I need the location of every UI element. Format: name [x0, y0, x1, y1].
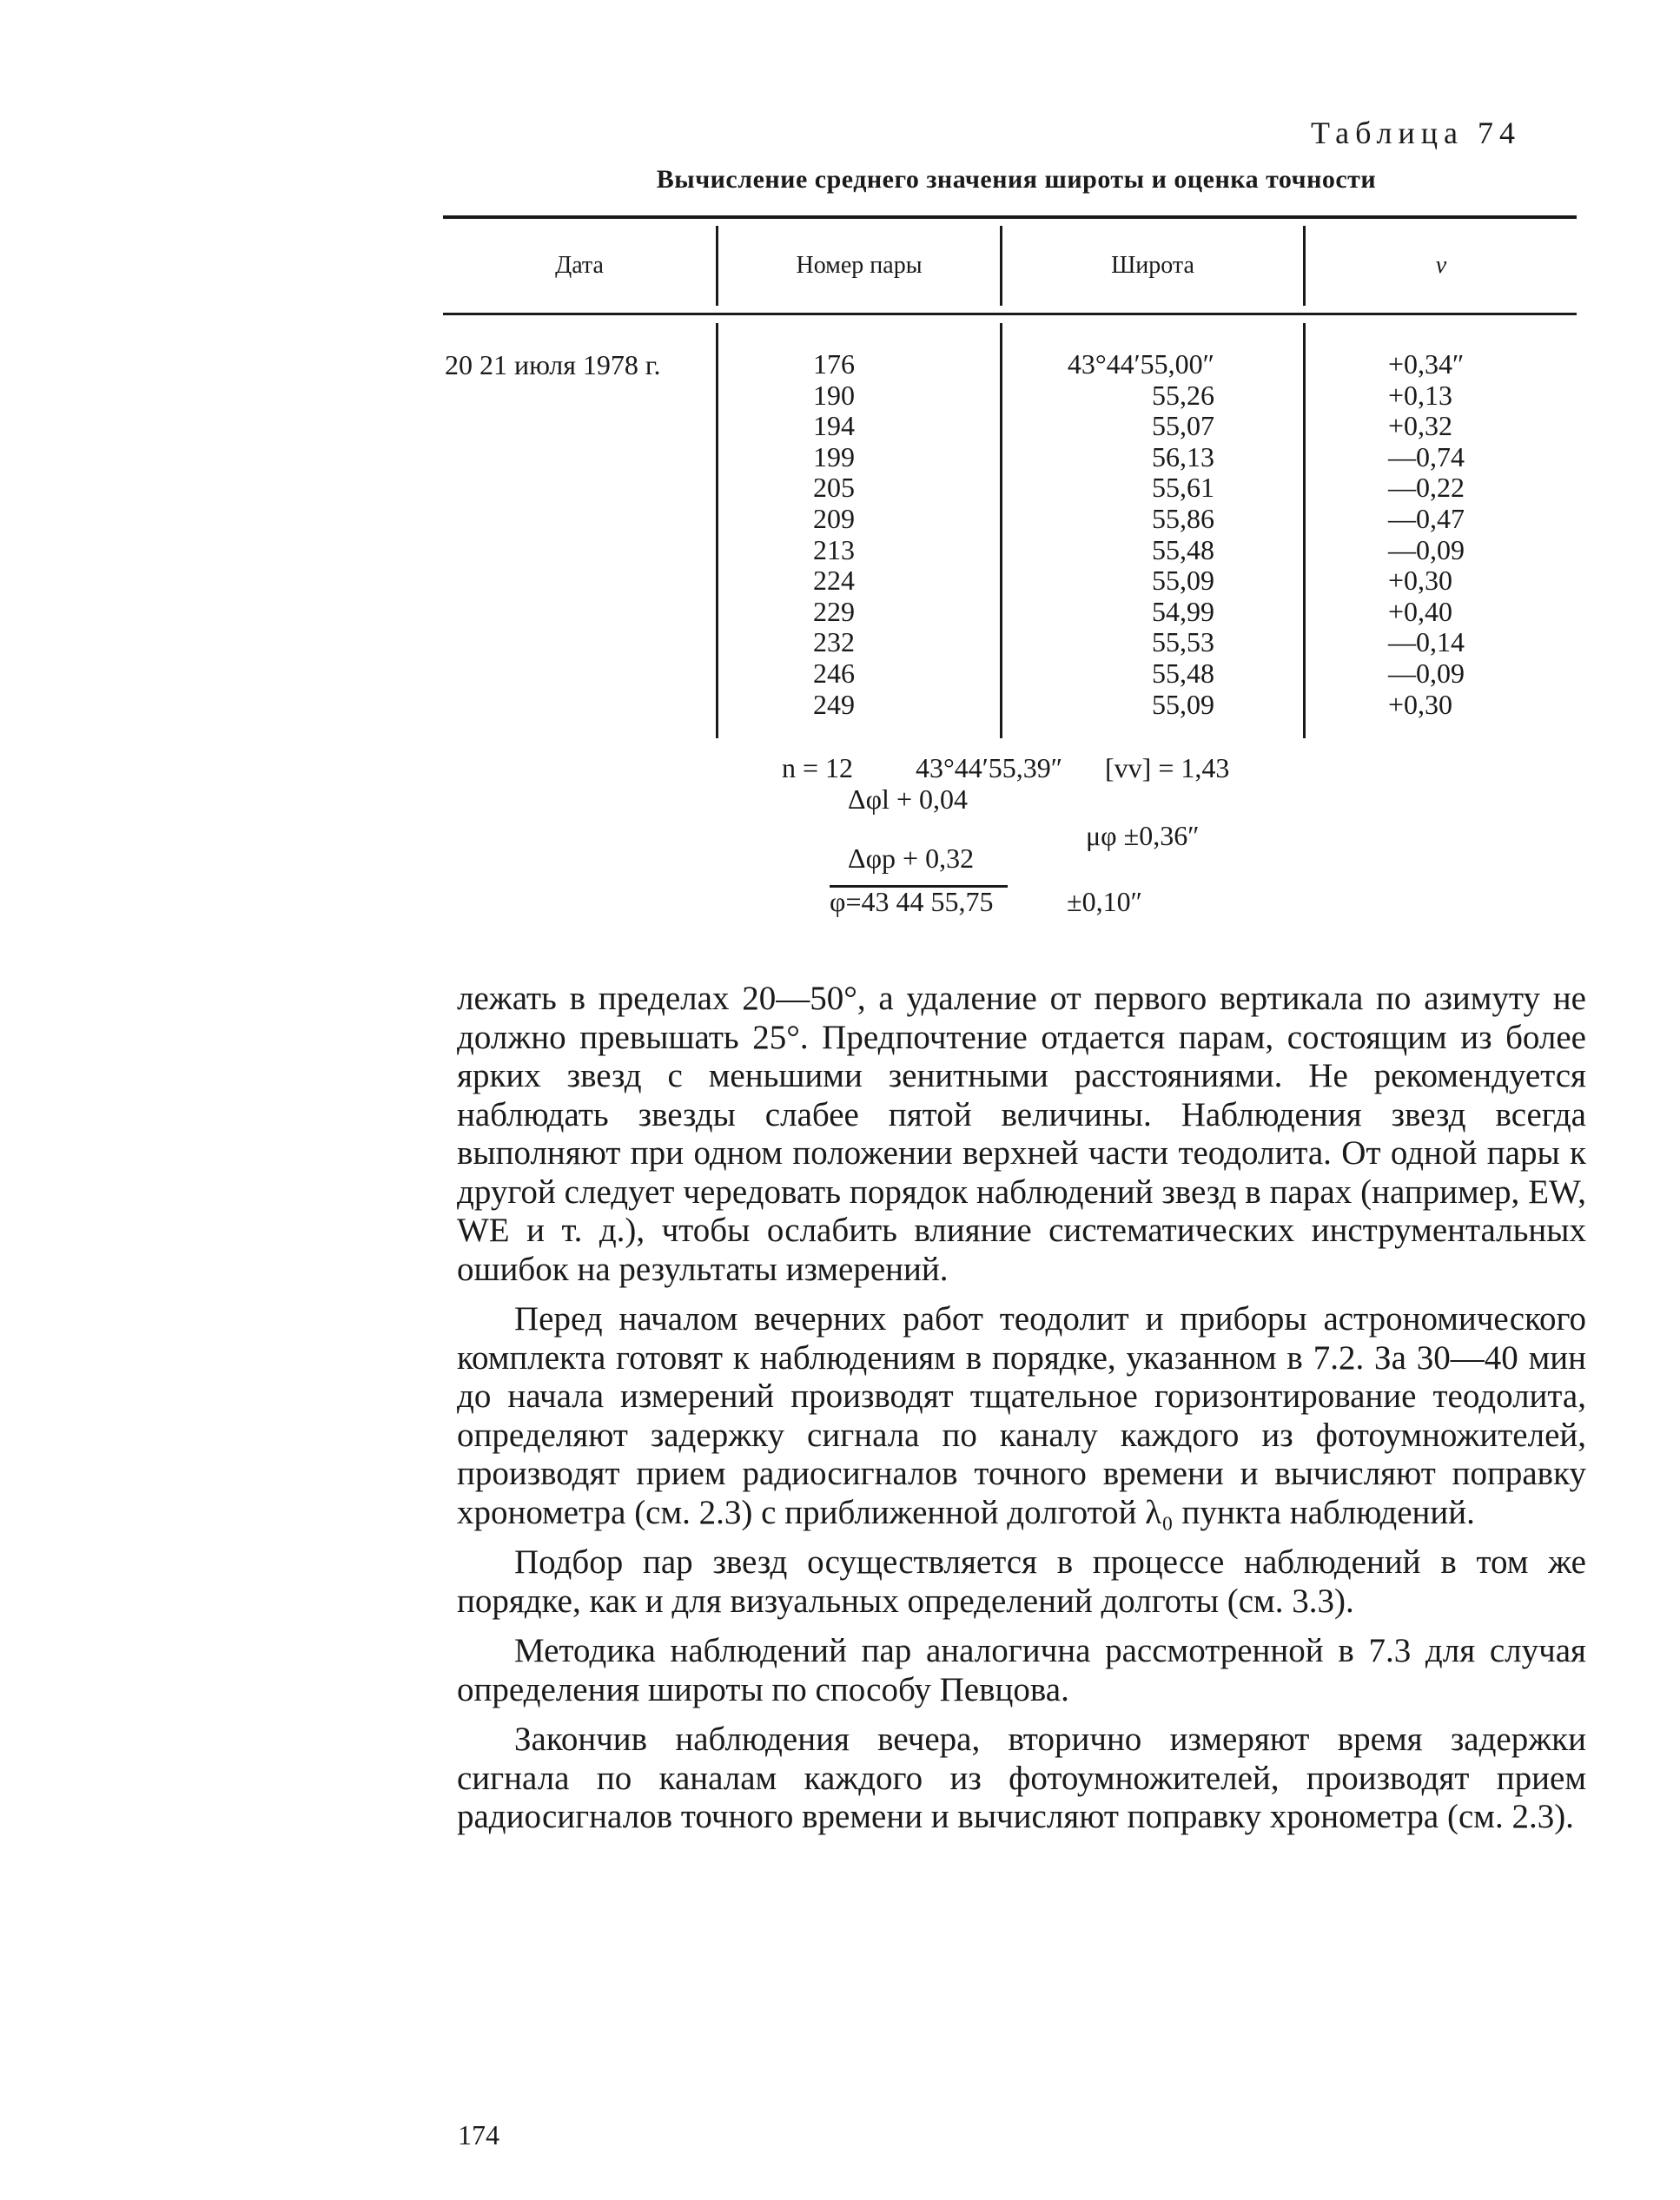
- header-latitude: Широта: [1111, 252, 1194, 279]
- column-separator: [716, 323, 718, 738]
- v-cell: +0,13: [1388, 379, 1453, 411]
- latitude-cell: 43°44′55,00″: [1067, 348, 1214, 380]
- table-number: Таблица 74: [1311, 116, 1521, 150]
- body-text: [457, 980, 1586, 1848]
- pair-number-column: [782, 349, 886, 720]
- header-pair-number: Номер пары: [796, 252, 923, 279]
- paragraph: Закончив наблюдения вечера, вторично измеряют время задержки сигнала по каналам каждого из фотоумножителей, производят прием радиосигналов точного времени и вычисляют поправку хронометра (см. 2.3).: [457, 1721, 1586, 1835]
- v-cell: +0,40: [1388, 595, 1453, 627]
- paragraph: Перед началом вечерних работ теодолит и приборы астрономического комплекта готовят к наблюдениям в порядке, указанном в 7.2. За 30—40 мин до начала измерений производят тщательное горизонтирование теодолита, определяют задержку сигнала по каналу каждого из фотоумножителей, производят прием радиосигналов точного времени и вычисляют поправку хронометра (см. 2.3) с приближенной долготой λ₀ пункта наблюдений.: [457, 1300, 1586, 1531]
- summary-mu-phi: μφ ±0,36″: [1086, 820, 1200, 851]
- latitude-cell: 54,99: [1152, 595, 1214, 627]
- latitude-cell: 56,13: [1152, 440, 1214, 472]
- pair-number-cell: 246: [813, 657, 855, 689]
- pair-number-cell: 205: [813, 472, 855, 504]
- column-separator: [1303, 323, 1306, 738]
- pair-number-cell: 229: [813, 595, 855, 627]
- v-column: [1388, 349, 1510, 720]
- paragraph: лежать в пределах 20—50°, а удаление от первого вертикала по азимуту не должно превышать 25°. Предпочтение отдается парам, состоящим из более ярких звезд с меньшими зенитными расстояниями. Не рекомендуется наблюдать звезды слабее пятой величины. Наблюдения звезд всегда выполняют при одном положении верхней части теодолита. От одной пары к другой следует чередовать порядок наблюдений звезд в парах (например, EW, WE и т. д.), чтобы ослабить влияние систематических инструментальных ошибок на результаты измерений.: [457, 980, 1586, 1288]
- pair-number-cell: 249: [813, 688, 855, 720]
- v-cell: +0,30: [1388, 688, 1453, 720]
- pair-number-cell: 194: [813, 410, 855, 442]
- paragraph: Подбор пар звезд осуществляется в процессе наблюдений в том же порядке, как и для визуальных определений долготы (см. 3.3).: [457, 1543, 1586, 1620]
- summary-phi: φ=43 44 55,75: [830, 886, 994, 917]
- latitude-cell: 55,07: [1152, 410, 1214, 442]
- paragraph: Методика наблюдений пар аналогична рассмотренной в 7.3 для случая определения широты по способу Певцова.: [457, 1632, 1586, 1708]
- pair-number-cell: 190: [813, 379, 855, 411]
- date-cell: 20 21 июля 1978 г.: [445, 349, 661, 380]
- pair-number-cell: 224: [813, 565, 855, 597]
- summary-mean-latitude: 43°44′55,39″: [916, 752, 1063, 783]
- column-separator: [1000, 323, 1002, 738]
- v-cell: —0,22: [1388, 472, 1465, 504]
- table-header-rule: [443, 313, 1577, 315]
- pair-number-cell: 209: [813, 502, 855, 534]
- pair-number-cell: 213: [813, 533, 855, 565]
- summary-vv: [vv] = 1,43: [1105, 752, 1230, 783]
- latitude-cell: 55,48: [1152, 657, 1214, 689]
- v-cell: +0,30: [1388, 565, 1453, 597]
- v-cell: —0,09: [1388, 657, 1465, 689]
- summary-phi-error: ±0,10″: [1067, 886, 1142, 917]
- pair-number-cell: 176: [813, 348, 855, 380]
- table-top-rule: [443, 215, 1577, 219]
- v-cell: —0,47: [1388, 502, 1465, 534]
- latitude-cell: 55,09: [1152, 688, 1214, 720]
- v-cell: —0,14: [1388, 626, 1465, 658]
- summary-delta-phi-l: Δφl + 0,04: [848, 783, 968, 815]
- v-cell: +0,32: [1388, 410, 1453, 442]
- latitude-column: [1025, 349, 1214, 720]
- latitude-cell: 55,26: [1152, 379, 1214, 411]
- v-cell: +0,34″: [1388, 348, 1465, 380]
- latitude-cell: 55,09: [1152, 565, 1214, 597]
- pair-number-cell: 232: [813, 626, 855, 658]
- header-v: v: [1435, 252, 1447, 279]
- page-number: 174: [458, 2119, 499, 2150]
- summary-n: n = 12: [782, 752, 854, 783]
- table-caption: Вычисление среднего значения широты и оценка точности: [656, 165, 1377, 194]
- pair-number-cell: 199: [813, 440, 855, 472]
- latitude-cell: 55,53: [1152, 626, 1214, 658]
- latitude-cell: 55,61: [1152, 472, 1214, 504]
- v-cell: —0,09: [1388, 533, 1465, 565]
- header-date: Дата: [555, 252, 604, 279]
- summary-delta-phi-p: Δφp + 0,32: [848, 842, 975, 874]
- latitude-cell: 55,86: [1152, 502, 1214, 534]
- v-cell: —0,74: [1388, 440, 1465, 472]
- latitude-cell: 55,48: [1152, 533, 1214, 565]
